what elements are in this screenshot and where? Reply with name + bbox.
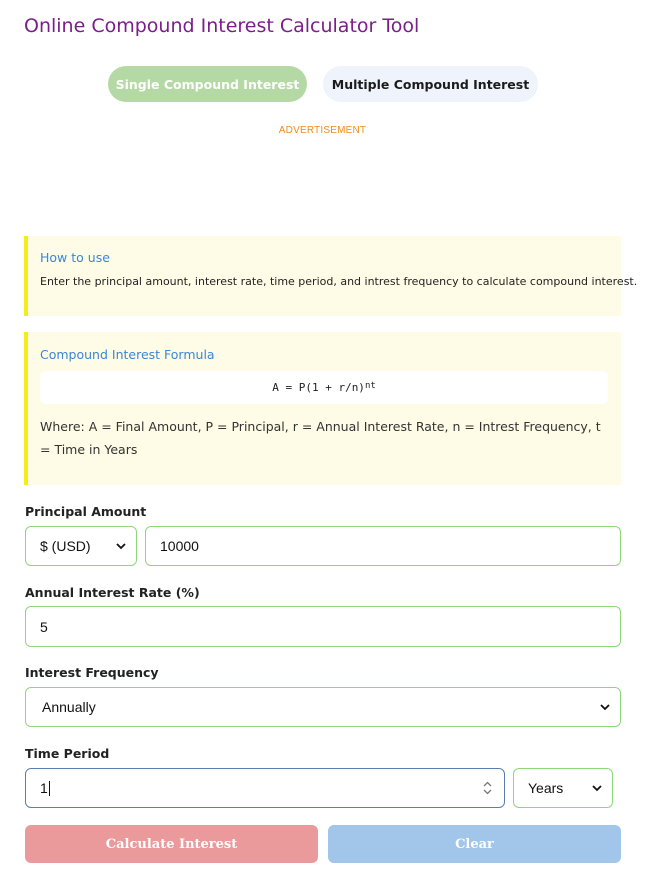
text-caret [49, 781, 50, 796]
formula-exponent: nt [364, 380, 376, 391]
rate-input[interactable] [25, 606, 621, 647]
principal-input[interactable] [145, 526, 621, 566]
currency-select[interactable] [25, 526, 137, 566]
rate-value: 5 [40, 618, 48, 635]
formula-box [24, 332, 621, 485]
page-title: Online Compound Interest Calculator Tool [24, 15, 420, 37]
tab-multiple-compound-interest[interactable]: Multiple Compound Interest [323, 66, 538, 102]
how-to-use-box [24, 236, 638, 316]
formula-title: Compound Interest Formula [40, 347, 215, 362]
time-period-input[interactable] [25, 768, 505, 808]
rate-label: Annual Interest Rate (%) [25, 585, 200, 600]
formula-text: A = P(1 + r/n) [272, 381, 365, 394]
tab-single-compound-interest[interactable]: Single Compound Interest [108, 66, 307, 102]
spinner-arrows-icon [483, 781, 492, 795]
advertisement-label: ADVERTISEMENT [278, 125, 367, 136]
time-period-value: 1 [40, 779, 48, 796]
time-period-label: Time Period [25, 746, 110, 761]
chevron-down-icon [600, 702, 610, 712]
time-unit-value: Years [528, 780, 564, 796]
principal-label: Principal Amount [25, 504, 147, 519]
frequency-select[interactable] [25, 687, 621, 727]
number-spinner[interactable] [483, 781, 492, 795]
chevron-down-icon [116, 541, 126, 551]
principal-value: 10000 [160, 538, 199, 554]
formula-expression [40, 371, 608, 404]
frequency-label: Interest Frequency [25, 665, 159, 680]
how-to-use-title: How to use [40, 250, 110, 265]
frequency-value: Annually [42, 699, 96, 715]
formula-description: Where: A = Final Amount, P = Principal, r = Annual Interest Rate, n = Intrest Frequency, t = Time in Years [40, 419, 601, 457]
time-period-value-wrap [26, 780, 483, 797]
time-unit-select[interactable] [513, 768, 613, 808]
how-to-use-text: Enter the principal amount, interest rate, time period, and intrest frequency to calculate compound interest. [40, 275, 638, 288]
clear-button[interactable]: Clear [328, 825, 621, 863]
chevron-down-icon [592, 783, 602, 793]
currency-value: $ (USD) [40, 538, 91, 554]
calculate-interest-button[interactable]: Calculate Interest [25, 825, 318, 863]
